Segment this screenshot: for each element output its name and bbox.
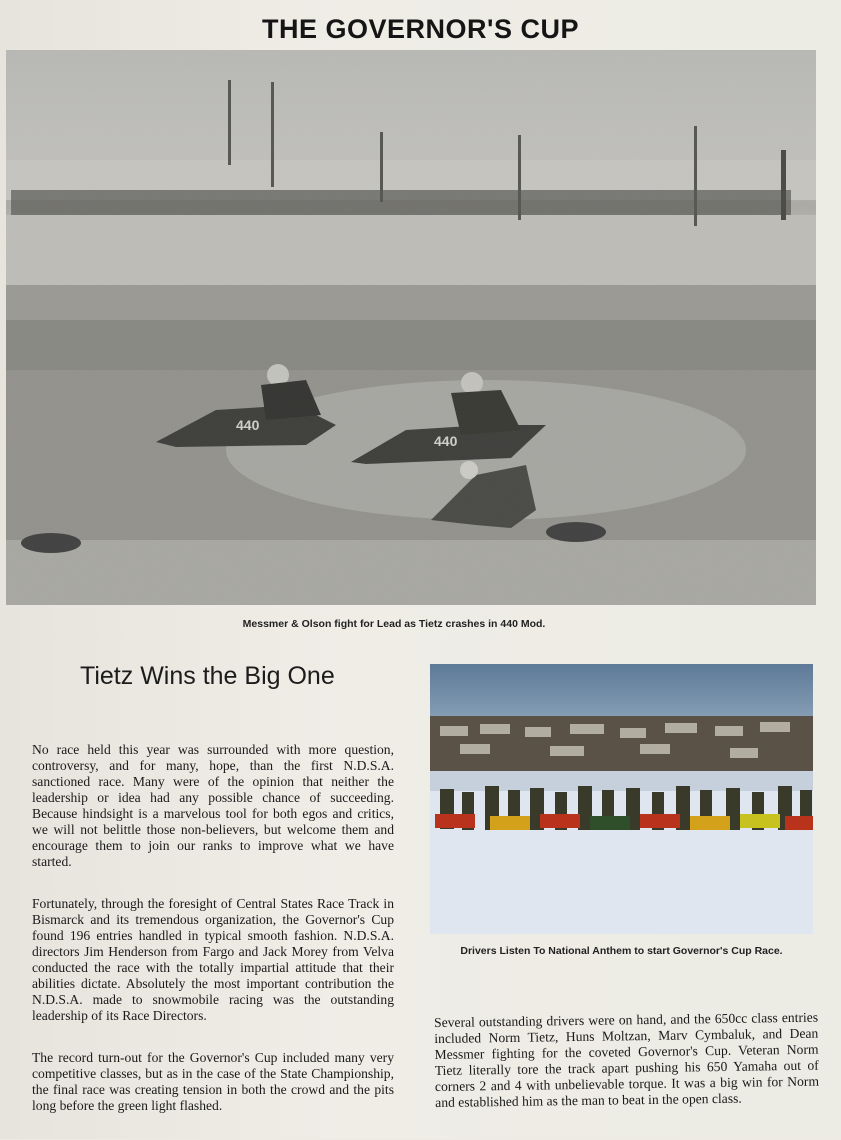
anthem-photo — [430, 664, 813, 934]
article-paragraph: Fortunately, through the foresight of Central States Race Track in Bismarck and its tremendous organization, the Governor's Cup found 196 entries handled in typical smooth fashion. N.D.S.A. directors Jim Henderson from Fargo and Jack Morey from Velva conducted the race with the totally impartial attitude that their abilities dictate. Absolutely the most important contribution the N.D.S.A. made to snowmobile racing was the outstanding leadership of its Race Directors. — [32, 896, 394, 1023]
article-left-column — [32, 742, 394, 1140]
article-headline: Tietz Wins the Big One — [80, 662, 335, 690]
article-paragraph: No race held this year was surrounded with more question, controversy, and for many, hope, than the first N.D.S.A. sanctioned race. Many were of the opinion that neither the leadership or idea had any possible chance of succeeding. Because hindsight is a marvelous tool for both egos and critics, we will not belittle those non-believers, but welcome them and encourage them to join our ranks to improve what we have started. — [32, 742, 394, 869]
sled-1-number: 440 — [236, 417, 260, 433]
article-right-column — [434, 1010, 819, 1111]
race-photo — [6, 50, 816, 605]
race-photo-illustration — [6, 50, 816, 605]
article-paragraph: The record turn-out for the Governor's Cup included many very competitive classes, but as in the case of the State Championship, the final race was creating tension in both the crowd and the pits long before the green light flashed. — [32, 1050, 394, 1113]
main-photo-caption: Messmer & Olson fight for Lead as Tietz crashes in 440 Mod. — [242, 618, 546, 630]
sled-2-number: 440 — [434, 433, 458, 449]
article-paragraph: Several outstanding drivers were on hand, and the 650cc class entries included Norm Tietz, Huns Moltzan, Marv Cymbaluk, and Dean Messmer fighting for the coveted Governor's Cup. Veteran Norm Tietz literally tore the track apart pushing his 650 Yamaha out of corners 2 and 4 with unbelievable torque. It was a big win for Norm and established him as the man to beat in the open class. — [434, 1009, 820, 1110]
anthem-photo-illustration — [430, 664, 813, 934]
page-title: THE GOVERNOR'S CUP — [262, 14, 579, 44]
small-photo-caption: Drivers Listen To National Anthem to start Governor's Cup Race. — [460, 945, 783, 957]
